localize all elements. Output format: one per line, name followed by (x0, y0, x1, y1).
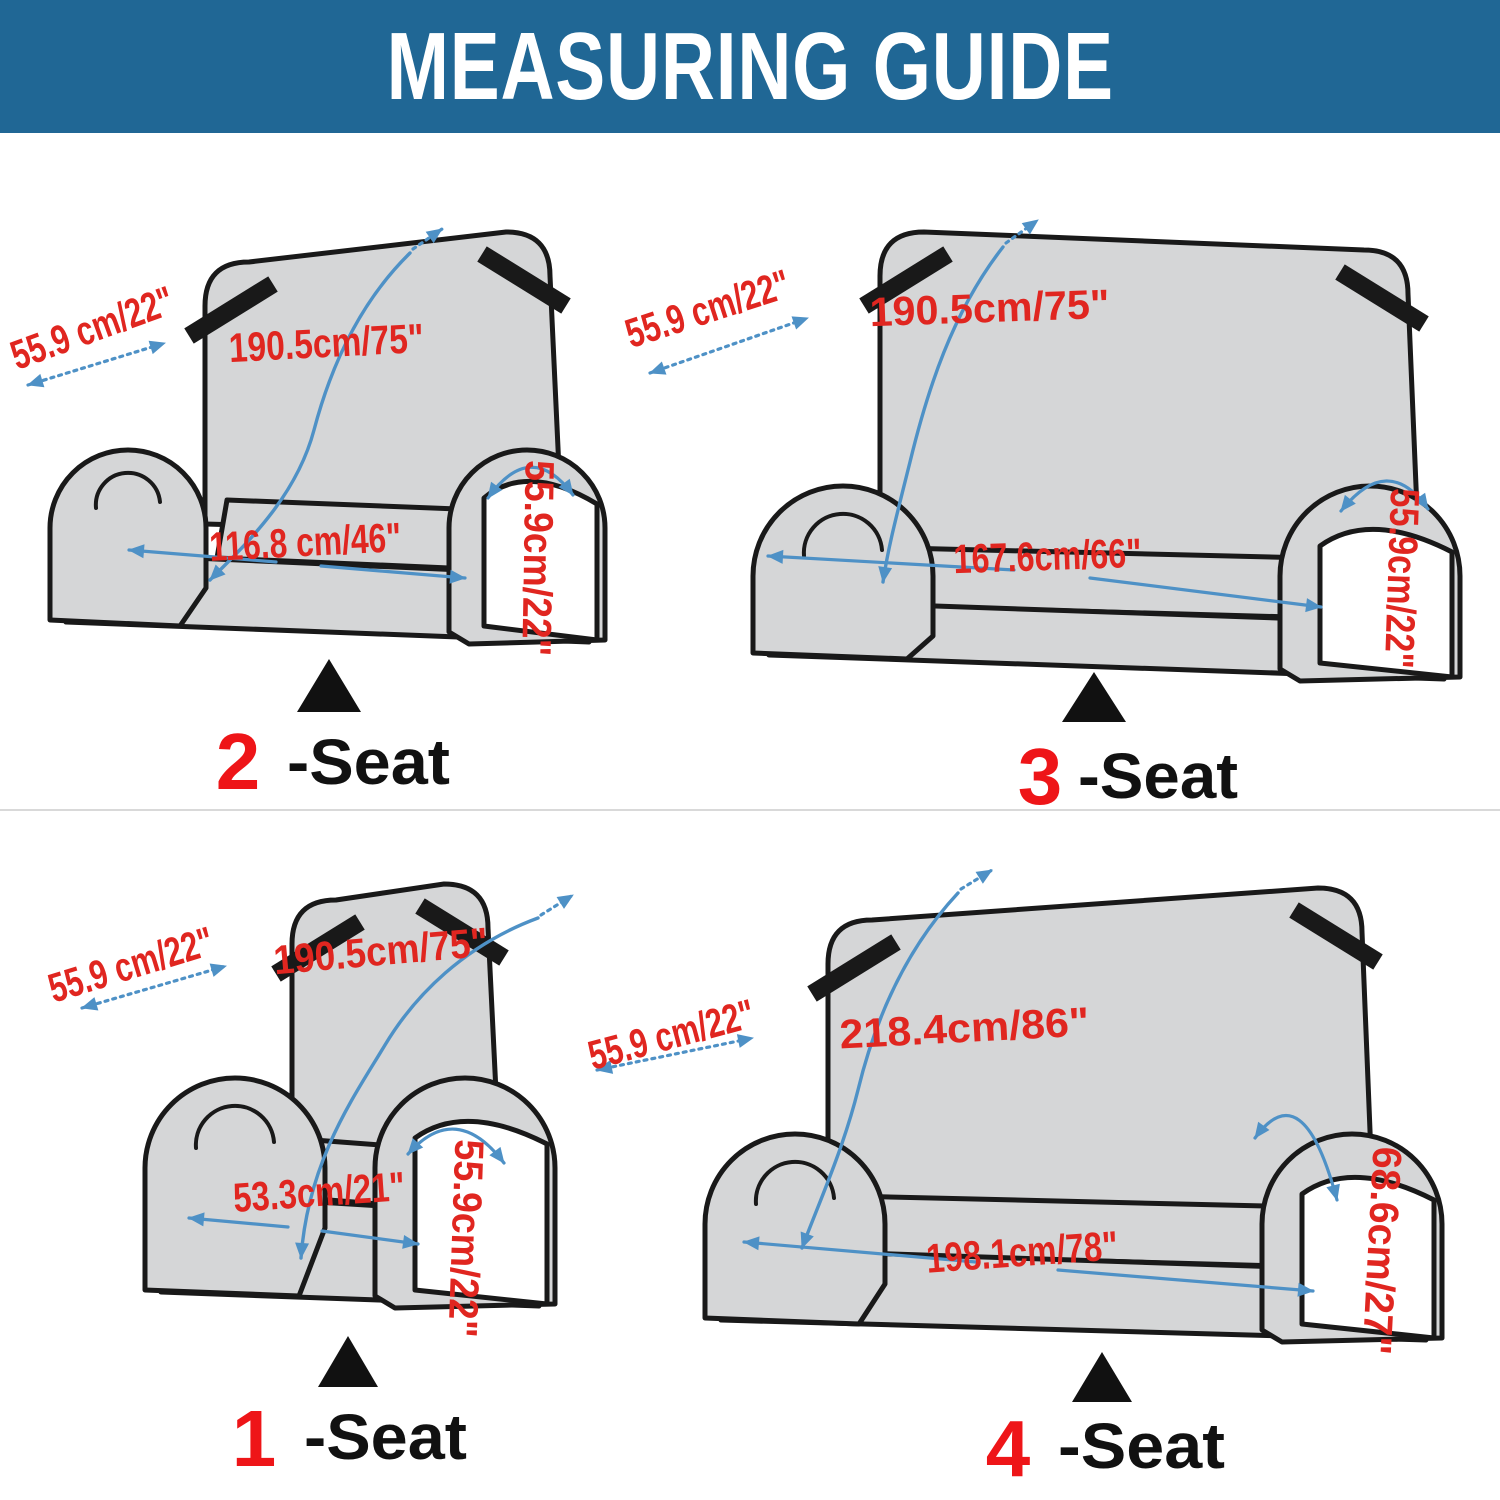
header-banner (0, 0, 1500, 133)
measuring-guide-figure (0, 133, 1500, 1500)
figure-2-seat (4, 229, 605, 806)
seat-caption: -Seat (304, 1401, 467, 1473)
arm-width-label: 55.9 cm/22" (42, 901, 274, 1012)
seat-count: 4 (985, 1404, 1031, 1493)
seat-count: 1 (231, 1394, 277, 1483)
back-length-label: 190.5cm/75" (271, 916, 514, 984)
pointer-triangle (297, 659, 361, 712)
pointer-triangle (1062, 672, 1126, 722)
arm-height-label: 55.9cm/22" (512, 459, 563, 677)
arm-height-label: 55.9cm/22" (1374, 487, 1429, 705)
seat-caption: -Seat (1078, 740, 1238, 812)
seat-caption: -Seat (287, 726, 450, 798)
back-length-label: 190.5cm/75" (227, 312, 469, 372)
pointer-triangle (1072, 1352, 1132, 1402)
back-length-label: 190.5cm/75" (868, 280, 1109, 336)
seat-count: 3 (1017, 732, 1063, 821)
seat-count: 2 (215, 717, 261, 806)
arm-height-label: 55.9cm/22" (438, 1138, 493, 1356)
arm-height-label: 68.6cm/27" (1353, 1145, 1411, 1364)
figure-3-seat (620, 220, 1460, 821)
figure-4-seat (583, 870, 1442, 1493)
seat-caption: -Seat (1058, 1410, 1225, 1482)
seat-width-label: 116.8 cm/46" (208, 511, 458, 571)
pointer-triangle (318, 1336, 378, 1387)
arm-width-label: 55.9 cm/22" (619, 242, 850, 357)
seat-width-label: 167.6cm/66" (952, 527, 1193, 583)
sofa-arm-left (50, 450, 206, 626)
back-length-label: 218.4cm/86" (838, 999, 1079, 1058)
seat-width-label: 53.3cm/21" (231, 1160, 450, 1221)
arm-width-label: 55.9 cm/22" (583, 975, 815, 1079)
back-length-arrow-tail (961, 870, 992, 889)
sofa-illustration-4-seat (705, 888, 1442, 1342)
arm-width-label: 55.9 cm/22" (4, 257, 234, 379)
seat-width-label: 198.1cm/78" (924, 1219, 1166, 1282)
page-title: MEASURING GUIDE (386, 12, 1114, 120)
back-length-arrow-tail (541, 895, 573, 915)
figure-1-seat (43, 884, 573, 1483)
